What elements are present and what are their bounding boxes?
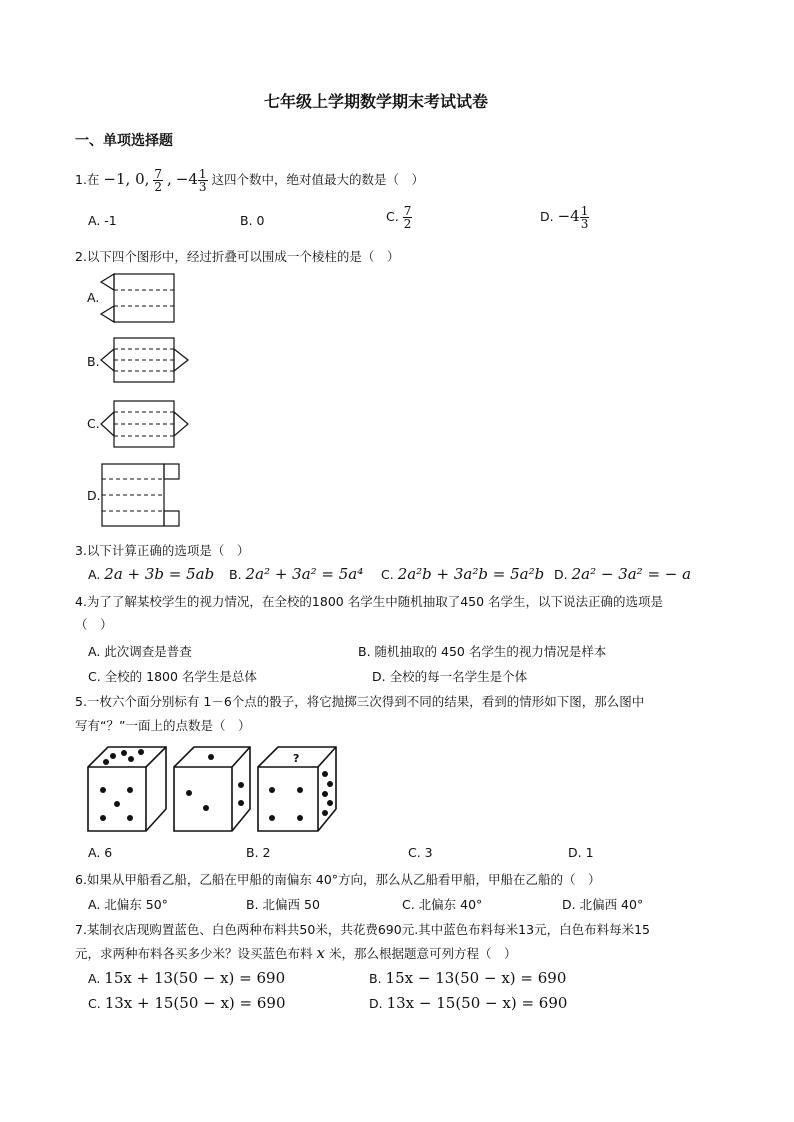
q7-stem-line2 [75,944,516,962]
q1-mixed-frac [198,168,208,193]
q1-option-d[interactable] [540,205,589,230]
q1-c-den: 2 [403,217,412,231]
q5-stem-line2: 写有“？”一面上的点数是（ ） [75,718,251,733]
q7-option-d-eq: 13x − 15(50 − x) = 690 [386,994,568,1012]
q2-figure-a [98,272,180,324]
q3-option-c-label: C. [381,567,394,582]
q2-figure-b [98,336,190,386]
q3-option-d[interactable] [554,565,691,583]
q4-option-a[interactable]: A. 此次调查是普查 [88,644,192,659]
q1-c-num: 7 [403,204,412,218]
q1-option-c-label: C. [386,209,399,224]
q1-neg4: −4 [175,170,198,188]
q1-suffix: 这四个数中，绝对值最大的数是（ ） [211,172,425,187]
q5-option-d[interactable]: D. 1 [568,845,594,860]
q7-option-c-label: C. [88,996,101,1011]
q3-option-d-label: D. [554,567,568,582]
q2-figure-d [100,462,184,530]
q3-option-c-expr: 2a²b + 3a²b = 5a²b [397,565,545,583]
q1-option-c-frac [403,205,413,230]
q6-option-a[interactable]: A. 北偏东 50° [88,897,168,912]
q7-option-d[interactable] [369,994,567,1012]
q2-option-b[interactable]: B. [87,354,100,369]
q1-option-c[interactable] [386,205,412,230]
die-1 [88,747,166,831]
q4-option-d[interactable]: D. 全校的每一名学生是个体 [372,669,528,684]
q6-option-d[interactable]: D. 北偏西 40° [562,897,644,912]
q4-option-c[interactable]: C. 全校的 1800 名学生是总体 [88,669,257,684]
die-3 [258,747,336,831]
q3-option-c[interactable] [381,565,544,583]
q7-line2-part-b: 米，那么根据题意可列方程（ ） [328,946,517,961]
section-heading: 一、单项选择题 [75,133,173,149]
q7-option-c-eq: 13x + 15(50 − x) = 690 [104,994,286,1012]
q3-option-b[interactable] [229,565,363,583]
q7-option-b-eq: 15x − 13(50 − x) = 690 [385,969,567,987]
q1-stem [75,168,424,193]
dice-question-mark: ? [293,752,300,765]
die-2 [174,747,250,831]
page-title: 七年级上学期数学期末考试试卷 [264,92,489,111]
q5-stem-line1: 5.一枚六个面分别标有 1－6个点的骰子，将它抛掷三次得到不同的结果，看到的情形如下图，那么图中 [75,694,645,709]
q1-prefix: 1.在 [75,172,100,187]
q4-stem-line2: （ ） [75,617,113,632]
q6-stem: 6.如果从甲船看乙船，乙船在甲船的南偏东 40°方向，那么从乙船看甲船，甲船在乙船的（ ） [75,872,601,887]
q7-stem-line1: 7.某制衣店现购置蓝色、白色两种布料共50米，共花费690元.其中蓝色布料每米13元，白色布料每米15 [75,922,650,937]
q4-stem-line1: 4.为了了解某校学生的视力情况，在全校的1800 名学生中随机抽取了450 名学生，以下说法正确的选项是 [75,594,664,609]
q3-option-b-label: B. [229,567,242,582]
q3-option-a-label: A. [88,567,101,582]
q7-option-d-label: D. [369,996,383,1011]
dice-figure [86,743,351,837]
q2-option-a[interactable]: A. [87,290,100,305]
q3-option-a[interactable] [88,565,214,583]
q3-option-b-expr: 2a² + 3a² = 5a⁴ [245,565,364,583]
q2-option-c[interactable]: C. [87,416,100,431]
q6-option-c[interactable]: C. 北偏东 40° [402,897,483,912]
q5-option-c[interactable]: C. 3 [408,845,433,860]
q1-d-den: 3 [580,217,589,231]
q4-option-b[interactable]: B. 随机抽取的 450 名学生的视力情况是样本 [358,644,607,659]
q7-option-a-eq: 15x + 13(50 − x) = 690 [104,969,286,987]
q1-frac [153,168,163,193]
q2-option-d[interactable]: D. [87,488,101,503]
q3-option-d-expr: 2a² − 3a² = − a [571,565,692,583]
q1-option-d-frac [580,205,590,230]
q2-figure-c [98,399,190,451]
q3-option-a-expr: 2a + 3b = 5ab [104,565,215,583]
q7-option-a-label: A. [88,971,101,986]
q3-stem: 3.以下计算正确的选项是（ ） [75,543,250,558]
q7-option-b[interactable] [369,969,566,987]
q1-frac-num: 7 [154,167,163,181]
q7-option-b-label: B. [369,971,382,986]
q1-d-num: 1 [580,204,589,218]
q5-option-b[interactable]: B. 2 [246,845,271,860]
q7-line2-part-a: 元，求两种布料各买多少米？设买蓝色布料 [75,946,313,961]
q6-option-b[interactable]: B. 北偏西 50 [246,897,320,912]
q1-frac-den: 2 [154,180,163,194]
q5-option-a[interactable]: A. 6 [88,845,113,860]
q2-stem: 2.以下四个图形中，经过折叠可以围成一个棱柱的是（ ） [75,249,400,264]
q1-option-b[interactable]: B. 0 [240,213,265,228]
q1-sep: , [167,170,172,188]
q7-variable: x [316,944,325,962]
q1-option-d-label: D. [540,209,554,224]
q1-mix-num: 1 [198,167,207,181]
q1-mix-den: 3 [198,180,207,194]
q1-d-whole: −4 [557,207,580,225]
q7-option-a[interactable] [88,969,285,987]
q1-nums: −1, 0, [103,170,150,188]
q7-option-c[interactable] [88,994,286,1012]
q1-option-a[interactable]: A. -1 [88,213,117,228]
